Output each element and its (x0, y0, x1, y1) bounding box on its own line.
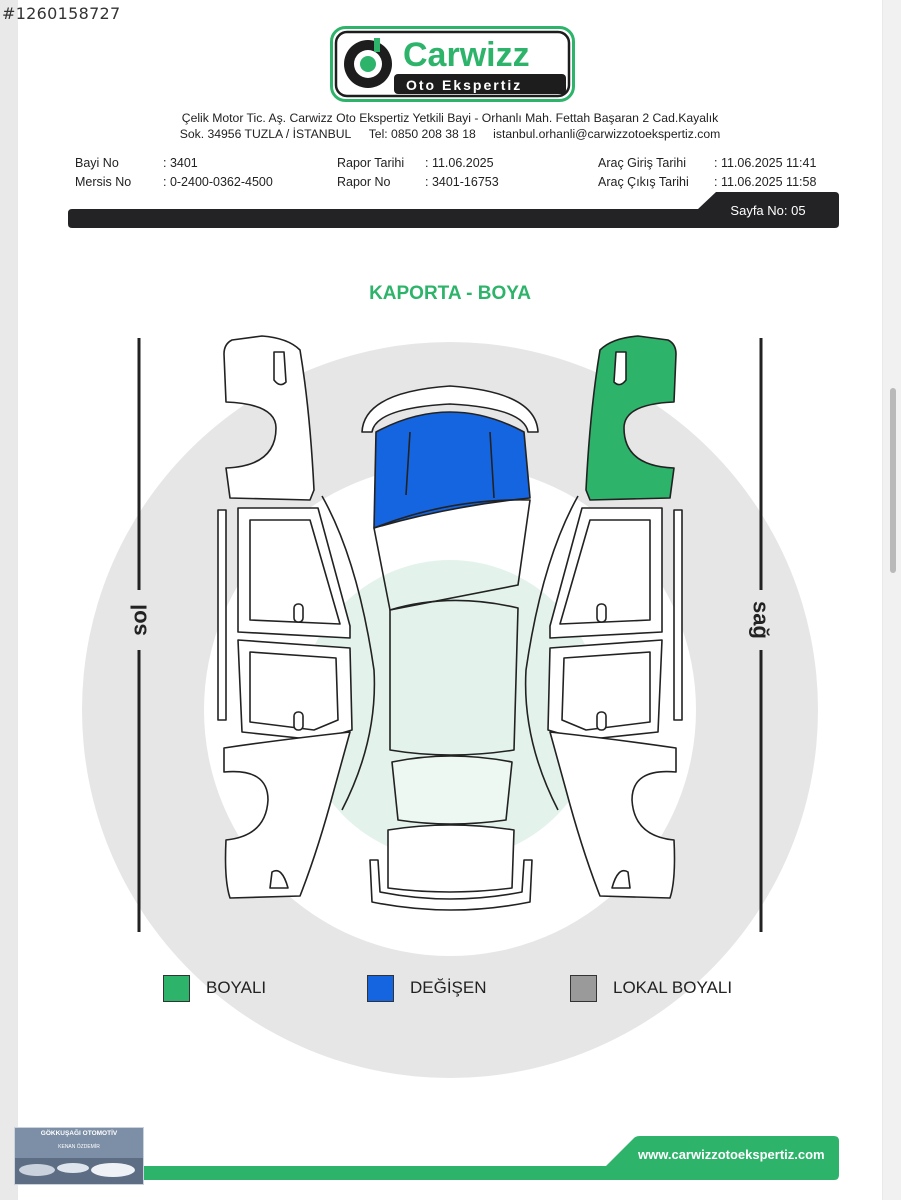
dealer-name: GÖKKUŞAĞI OTOMOTİV (40, 1130, 118, 1137)
page-number: Sayfa No: 05 (730, 203, 806, 218)
legend-label-painted: BOYALI (206, 978, 267, 997)
company-phone: Tel: 0850 208 38 18 (368, 127, 476, 141)
right-side-label: sağ (748, 601, 774, 639)
company-contact (18, 127, 882, 141)
dealer-sub: KENAN ÖZDEMİR (58, 1144, 100, 1150)
exit-date-label: Araç Çıkış Tarihi (598, 175, 689, 189)
scrollbar-track[interactable] (883, 0, 901, 1200)
scrollbar-thumb[interactable] (890, 388, 896, 573)
legend-label-local-painted: LOKAL BOYALI (613, 978, 733, 997)
dealer-no-label: Bayi No (75, 156, 119, 170)
company-email[interactable]: istanbul.orhanli@carwizzotoekspertiz.com (493, 127, 721, 141)
footer-website[interactable]: www.carwizzotoekspertiz.com (638, 1147, 825, 1162)
entry-date-label: Araç Giriş Tarihi (598, 156, 686, 170)
legend-swatch-painted (163, 975, 190, 1002)
mersis-value: : 0-2400-0362-4500 (163, 175, 273, 189)
report-no-value: : 3401-16753 (425, 175, 499, 189)
section-title: KAPORTA - BOYA (369, 283, 531, 304)
svg-text:Carwizz: Carwizz (403, 36, 530, 74)
part-trunk[interactable] (388, 825, 514, 892)
part-roof[interactable] (390, 600, 518, 755)
exit-date-value: : 11.06.2025 11:58 (714, 175, 817, 189)
report-date-value: : 11.06.2025 (425, 156, 494, 170)
left-side-label: sol (126, 604, 152, 636)
carwizz-logo (330, 26, 575, 102)
report-page (18, 0, 882, 1200)
svg-text:Oto Ekspertiz: Oto Ekspertiz (406, 77, 523, 93)
mersis-label: Mersis No (75, 175, 132, 189)
legend-swatch-local-painted (570, 975, 597, 1002)
company-address: Çelik Motor Tic. Aş. Carwizz Oto Ekspertiz Yetkili Bayi - Orhanlı Mah. Fettah Başaran 2 Cad.Kayalık (181, 111, 719, 125)
company-address-end: Sok. 34956 TUZLA / İSTANBUL (179, 127, 352, 141)
dealer-no-value: : 3401 (163, 156, 198, 170)
legend-label-replaced: DEĞİŞEN (410, 978, 487, 997)
report-date-label: Rapor Tarihi (337, 156, 405, 170)
rear-window (392, 756, 512, 824)
dealer-cars-icon (15, 1128, 143, 1184)
legend-swatch-replaced (367, 975, 394, 1002)
listing-id: #1260158727 (2, 4, 121, 23)
dealer-badge (14, 1127, 144, 1185)
entry-date-value: : 11.06.2025 11:41 (714, 156, 817, 170)
report-no-label: Rapor No (337, 175, 391, 189)
